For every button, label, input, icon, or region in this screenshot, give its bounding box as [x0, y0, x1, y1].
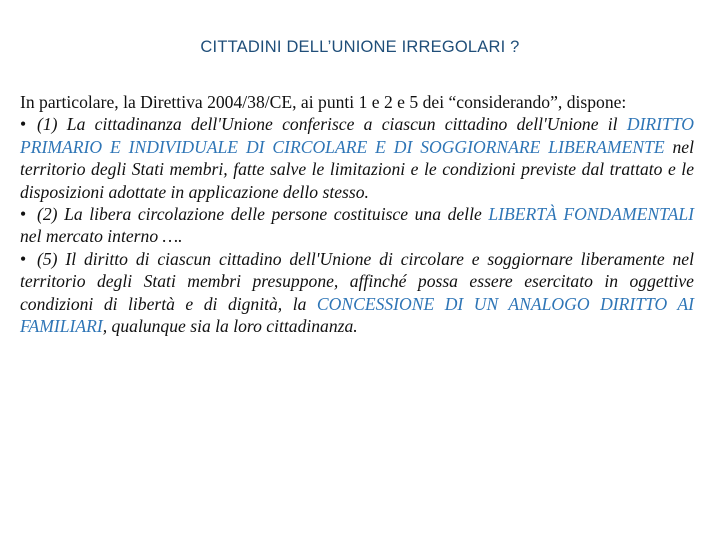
slide-body: [20, 91, 694, 337]
point-2-text-before: (2) La libera circolazione delle persone costituisce una delle: [37, 204, 489, 225]
bullet-point-2: [20, 203, 694, 248]
point-1-text-before: (1) La cittadinanza dell'Unione conferisce a ciascun cittadino dell'Unione il: [37, 114, 627, 135]
bullet-icon: •: [20, 248, 27, 269]
point-1-text-after: nel territorio degli Stati membri, fatte salve le limitazioni e le condizioni previste dal trattato e le disposizioni adottate in applicazione dello stesso.: [20, 136, 694, 202]
bullet-icon: •: [20, 204, 27, 225]
point-3-text-before: (5) Il diritto di ciascun cittadino dell'Unione di circolare e soggiornare liberamente nel territorio degli Stati membri presuppone, affinché possa essere esercitato in oggettive condizioni di libertà e di dignità, la: [20, 248, 694, 314]
point-2-highlight: LIBERTÀ FONDAMENTALI: [488, 204, 694, 225]
point-2-text-after: nel mercato interno ….: [20, 226, 183, 247]
point-3-highlight: CONCESSIONE DI UN ANALOGO DIRITTO AI FAMILIARI: [20, 293, 694, 337]
bullet-icon: •: [20, 114, 27, 135]
bullet-point-1: [20, 113, 694, 203]
slide-title: CITTADINI DELL’UNIONE IRREGOLARI ?: [200, 38, 520, 56]
point-1-highlight: DIRITTO PRIMARIO E INDIVIDUALE DI CIRCOLARE E DI SOGGIORNARE LIBERAMENTE: [20, 114, 694, 157]
bullet-point-3: [20, 248, 694, 338]
point-3-text-after: , qualunque sia la loro cittadinanza.: [102, 316, 358, 337]
intro-paragraph: In particolare, la Direttiva 2004/38/CE, ai punti 1 e 2 e 5 dei “considerando”, dispone:: [20, 92, 627, 112]
